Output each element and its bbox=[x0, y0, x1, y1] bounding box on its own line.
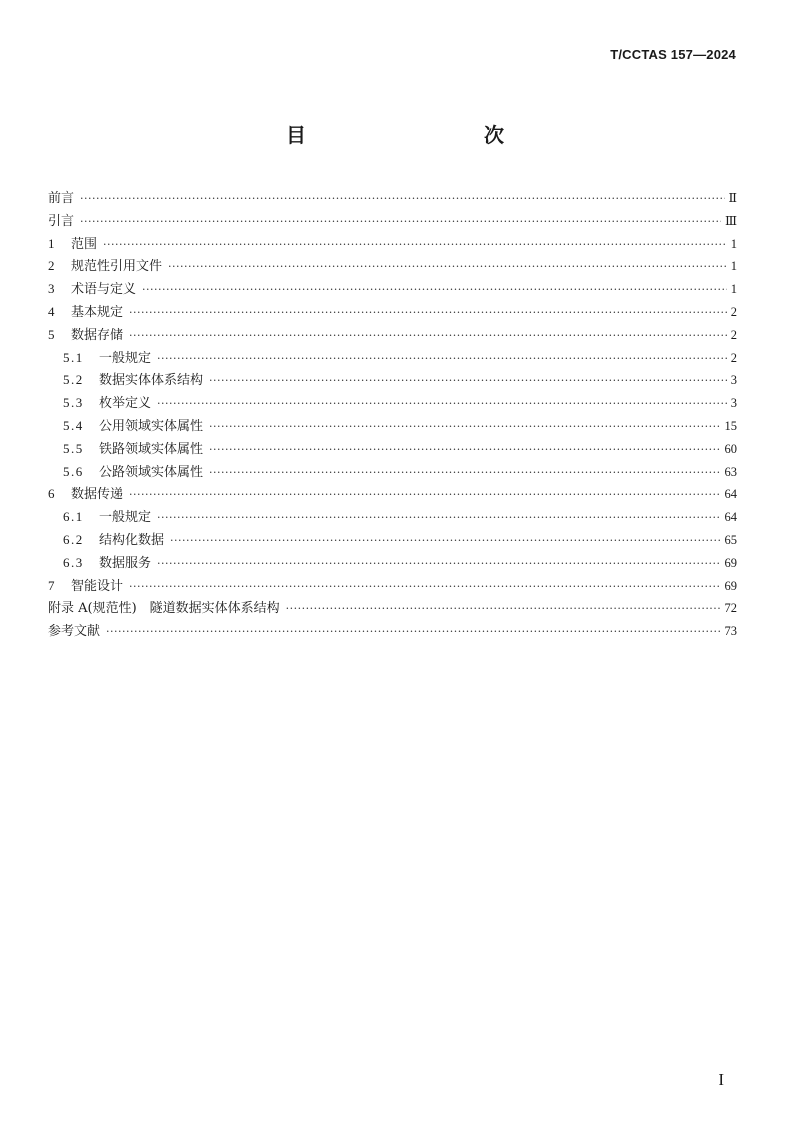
toc-entry-number: 6.2 bbox=[63, 531, 84, 547]
toc-entry-page: 65 bbox=[724, 532, 737, 547]
toc-leader-dots bbox=[209, 462, 720, 485]
toc-entry[interactable] bbox=[48, 552, 737, 575]
toc-entry-page: 2 bbox=[730, 327, 737, 342]
toc-leader-dots bbox=[129, 325, 727, 348]
toc-leader-dots bbox=[209, 416, 720, 439]
toc-leader-dots bbox=[142, 279, 727, 302]
toc-entry-number: 2 bbox=[48, 258, 55, 274]
toc-entry-number: 4 bbox=[48, 303, 55, 319]
toc-entry-label: 范围 bbox=[71, 236, 98, 252]
toc-entry-page: 63 bbox=[724, 464, 737, 479]
toc-entry-page: 15 bbox=[724, 418, 737, 433]
toc-entry-page: Ⅱ bbox=[728, 191, 737, 205]
toc-entry-page: 72 bbox=[724, 601, 737, 616]
toc-leader-dots bbox=[286, 598, 721, 621]
toc-entry-page: Ⅲ bbox=[724, 213, 737, 228]
toc-entry-number: 5 bbox=[48, 326, 55, 342]
toc-entry-page: 1 bbox=[730, 259, 737, 274]
toc-entry-label: 引言 bbox=[48, 213, 75, 229]
toc-entry-label: 附录 A(规范性) 隧道数据实体体系结构 bbox=[48, 601, 280, 617]
toc-entry[interactable] bbox=[48, 529, 737, 552]
toc-leader-dots bbox=[170, 530, 720, 553]
toc-entry-page: 2 bbox=[730, 304, 737, 319]
toc-entry[interactable] bbox=[48, 233, 737, 256]
toc-entry-label: 一般规定 bbox=[99, 350, 152, 366]
toc-entry-number: 3 bbox=[48, 281, 55, 297]
toc-entry[interactable] bbox=[48, 301, 737, 324]
toc-entry[interactable] bbox=[48, 187, 737, 210]
toc-entry-page: 2 bbox=[730, 350, 737, 365]
toc-entry[interactable] bbox=[48, 483, 737, 506]
toc-entry[interactable] bbox=[48, 210, 737, 233]
toc-entry[interactable] bbox=[48, 620, 737, 643]
toc-entry-label: 术语与定义 bbox=[71, 282, 137, 298]
toc-entry-number: 5.6 bbox=[63, 463, 84, 479]
toc-entry[interactable] bbox=[48, 347, 737, 370]
page-number: I bbox=[718, 1070, 724, 1089]
toc-entry-label: 数据服务 bbox=[99, 555, 152, 571]
toc-entry-label: 数据传递 bbox=[71, 487, 124, 503]
toc-entry-page: 64 bbox=[724, 487, 737, 502]
standard-code: T/CCTAS 157—2024 bbox=[610, 47, 736, 62]
toc-entry-label: 结构化数据 bbox=[99, 532, 165, 548]
toc-entry-number: 5.4 bbox=[63, 417, 84, 433]
toc-entry[interactable] bbox=[48, 438, 737, 461]
toc-leader-dots bbox=[80, 211, 721, 234]
toc-entry-page: 69 bbox=[724, 578, 737, 593]
toc-entry-page: 69 bbox=[724, 555, 737, 570]
toc-entry[interactable] bbox=[48, 392, 737, 415]
toc-entry-number: 1 bbox=[48, 235, 55, 251]
toc-entry-label: 数据实体体系结构 bbox=[99, 373, 204, 389]
toc-leader-dots bbox=[80, 188, 724, 211]
toc-entry[interactable] bbox=[48, 324, 737, 347]
toc-entry-label: 公用领域实体属性 bbox=[99, 418, 204, 434]
toc-leader-dots bbox=[209, 370, 727, 393]
toc-entry-label: 铁路领域实体属性 bbox=[99, 441, 204, 457]
toc-entry-number: 5.2 bbox=[63, 372, 84, 388]
toc-entry-number: 5.5 bbox=[63, 440, 84, 456]
toc-leader-dots bbox=[157, 393, 727, 416]
toc-entry[interactable] bbox=[48, 278, 737, 301]
toc-entry-number: 5.1 bbox=[63, 349, 84, 365]
toc-entry[interactable] bbox=[48, 369, 737, 392]
toc-entry-page: 3 bbox=[730, 396, 737, 411]
toc-entry-number: 6.1 bbox=[63, 509, 84, 525]
toc-entry-label: 枚举定义 bbox=[99, 396, 152, 412]
toc-entry[interactable] bbox=[48, 597, 737, 620]
toc-entry-label: 前言 bbox=[48, 191, 75, 206]
toc-entry-number: 6.3 bbox=[63, 554, 84, 570]
toc-entry-page: 1 bbox=[730, 282, 737, 297]
toc-leader-dots bbox=[129, 302, 727, 325]
toc-entry[interactable] bbox=[48, 255, 737, 278]
toc-leader-dots bbox=[103, 234, 727, 257]
toc-entry-label: 数据存储 bbox=[71, 327, 124, 343]
toc-leader-dots bbox=[129, 484, 720, 507]
toc-leader-dots bbox=[129, 576, 720, 599]
toc-leader-dots bbox=[106, 621, 720, 644]
toc-entry-label: 公路领域实体属性 bbox=[99, 464, 204, 480]
toc-entry[interactable] bbox=[48, 415, 737, 438]
toc-entry-page: 64 bbox=[724, 510, 737, 525]
toc-leader-dots bbox=[157, 348, 727, 371]
toc-entry-label: 基本规定 bbox=[71, 304, 124, 320]
toc-leader-dots bbox=[168, 256, 727, 279]
toc-entry-number: 5.3 bbox=[63, 395, 84, 411]
toc-entry-page: 1 bbox=[730, 236, 737, 251]
toc-entry-label: 一般规定 bbox=[99, 510, 152, 526]
toc-entry-page: 3 bbox=[730, 373, 737, 388]
toc-entry-label: 规范性引用文件 bbox=[71, 259, 163, 275]
toc-leader-dots bbox=[157, 553, 720, 576]
toc-entry[interactable] bbox=[48, 461, 737, 484]
toc-leader-dots bbox=[209, 439, 720, 462]
table-of-contents bbox=[48, 187, 737, 643]
page-title: 目 次 bbox=[286, 123, 550, 147]
toc-entry-label: 参考文献 bbox=[48, 624, 101, 640]
toc-entry[interactable] bbox=[48, 575, 737, 598]
toc-entry-number: 7 bbox=[48, 577, 55, 593]
toc-entry-page: 73 bbox=[724, 624, 737, 639]
toc-entry[interactable] bbox=[48, 506, 737, 529]
toc-entry-label: 智能设计 bbox=[71, 578, 124, 594]
toc-entry-number: 6 bbox=[48, 486, 55, 502]
toc-leader-dots bbox=[157, 507, 720, 530]
toc-entry-page: 60 bbox=[724, 441, 737, 456]
